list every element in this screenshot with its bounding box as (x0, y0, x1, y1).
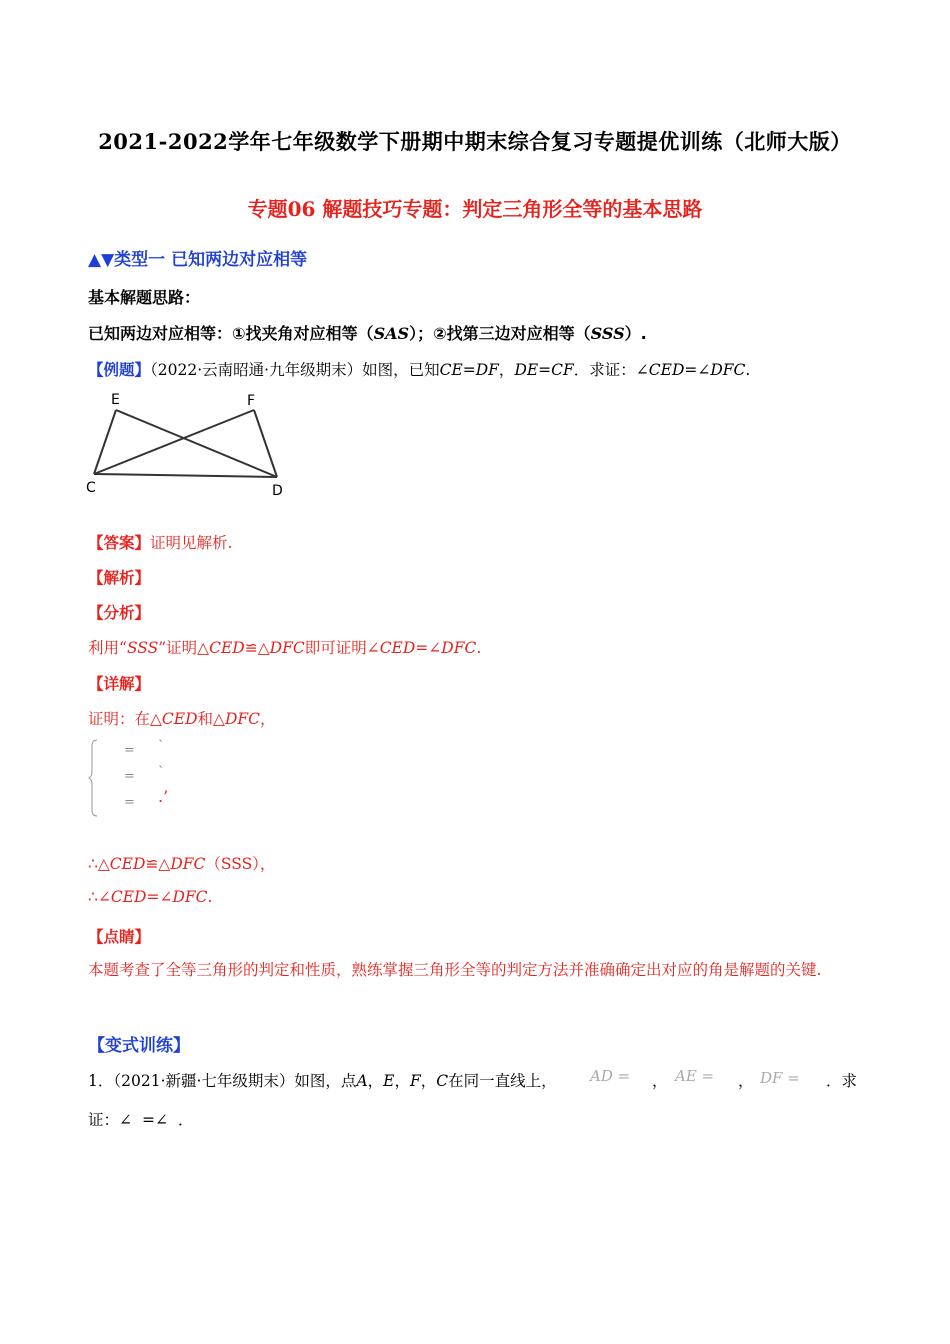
topic-subtitle: 专题06 解题技巧专题：判定三角形全等的基本思路 (247, 197, 703, 221)
proof-intro: 证明：在△CED和△DFC， (88, 710, 276, 728)
faint-ad: AD = (590, 1067, 631, 1085)
faint-ae: AE = (675, 1067, 715, 1085)
segment-ce (94, 410, 116, 474)
document-title: 2021-2022学年七年级数学下册期中期末综合复习专题提优训练（北师大版） (98, 129, 852, 154)
comment-tag: 【点睛】 (88, 927, 151, 946)
fenxi-tag: 【分析】 (88, 603, 151, 622)
answer-line: 【答案】证明见解析. (88, 533, 233, 552)
practice-q1-line1: 1．（2021·新疆·七年级期末）如图，点A，E，F，C在同一直线上， (88, 1072, 557, 1090)
conclusion-congruence: ∴△CED≌△DFC（SSS）， (88, 855, 276, 873)
section-heading: ▲▼类型一 已知两边对应相等 (88, 250, 308, 270)
equation-system: = ` = ` = .’ (88, 738, 208, 818)
segment-cf (94, 410, 254, 474)
example-statement: 【例题】（2022·云南昭通·九年级期末）如图，已知CE=DF，DE=CF．求证：∠CED=∠DFC. (88, 360, 751, 379)
conclusion-angle: ∴∠CED=∠DFC. (88, 888, 213, 906)
label-e: E (111, 392, 120, 408)
practice-q1-end: ．求 (826, 1072, 858, 1090)
segment-df (254, 410, 277, 477)
idea-line: 已知两边对应相等：①找夹角对应相等（SAS）；②找第三边对应相等（SSS）. (88, 324, 647, 343)
detail-tag: 【详解】 (88, 674, 151, 693)
example-tag: 【例题】 (88, 360, 151, 379)
brace-icon (88, 738, 100, 818)
faint-df: DF = (760, 1069, 800, 1087)
fenxi-text: 利用“SSS”证明△CED≌△DFC即可证明∠CED=∠DFC. (88, 639, 482, 657)
label-d: D (272, 483, 283, 499)
practice-q1-line2: 证：∠ =∠ ． (88, 1111, 194, 1129)
idea-label: 基本解题思路： (88, 288, 201, 307)
label-c: C (86, 480, 96, 496)
segment-ed (116, 410, 277, 477)
triangle-figure (82, 388, 292, 500)
label-f: F (247, 393, 256, 409)
comment-text: 本题考查了全等三角形的判定和性质，熟练掌握三角形全等的判定方法并准确确定出对应的角是解题的关键. (88, 961, 822, 979)
segment-cd (94, 474, 277, 477)
analysis-tag: 【解析】 (88, 568, 151, 587)
practice-heading: 【变式训练】 (88, 1036, 190, 1056)
